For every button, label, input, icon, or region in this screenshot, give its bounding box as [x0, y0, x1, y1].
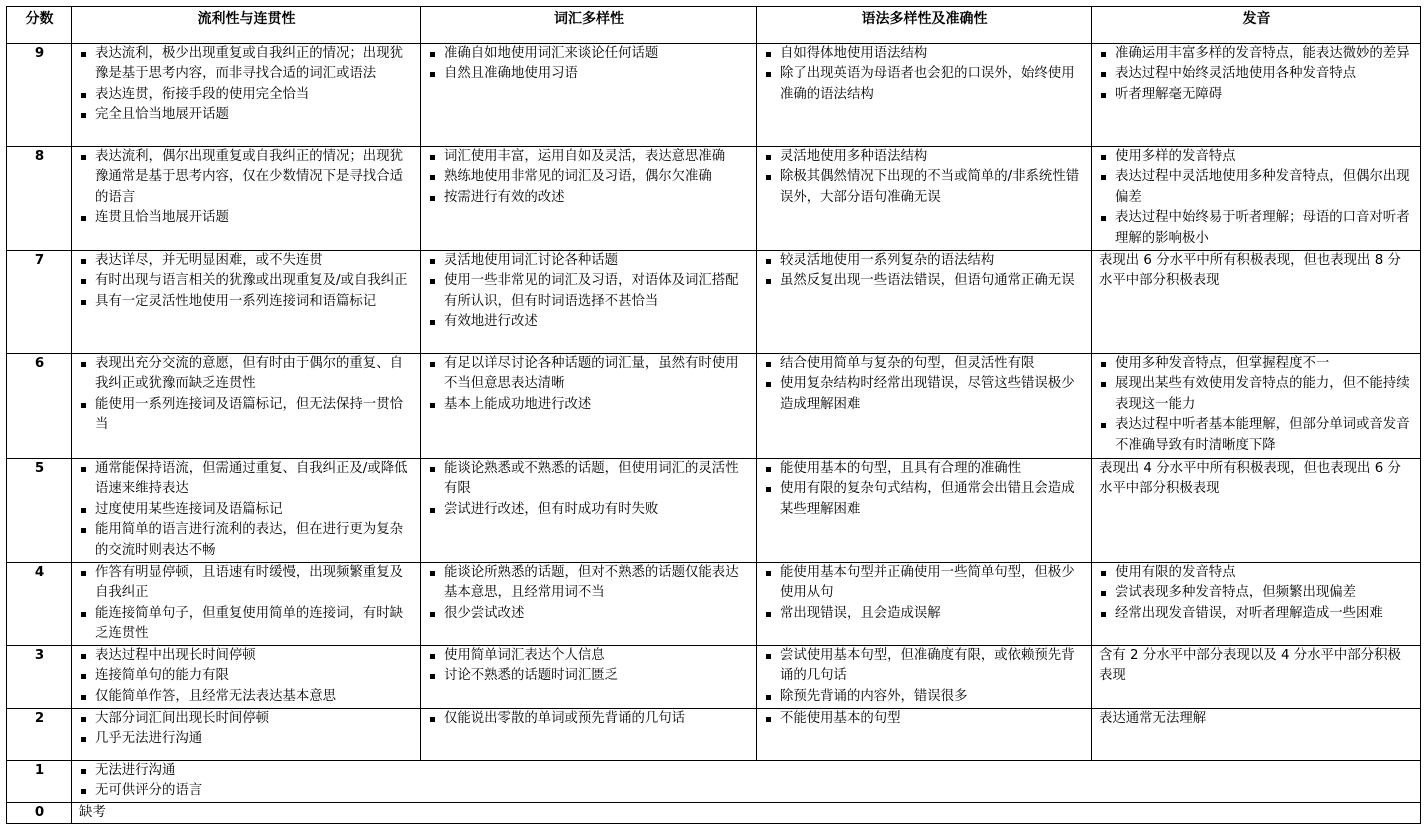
band-row [7, 251, 1421, 354]
pronunciation-item: 经常出现发音错误，对听者理解造成一些困难 [1099, 604, 1414, 624]
pronunciation-cell [1092, 709, 1421, 761]
vocabulary-item: 能谈论所熟悉的话题，但对不熟悉的话题仅能表达基本意思，且经常用词不当 [428, 563, 750, 604]
vocabulary-list [428, 147, 750, 208]
header-score: 分数 [7, 7, 72, 44]
fluency-cell [72, 354, 421, 459]
fluency-item: 连接简单句的能力有限 [79, 666, 414, 686]
fluency-cell [72, 459, 421, 563]
grammar-list [764, 251, 1085, 292]
pronunciation-item: 尝试表现多种发音特点，但频繁出现偏差 [1099, 583, 1414, 603]
fluency-cell [72, 563, 421, 646]
vocabulary-item: 灵活地使用词汇讨论各种话题 [428, 251, 750, 271]
grammar-item: 使用复杂结构时经常出现错误，尽管这些错误极少造成理解困难 [764, 374, 1085, 415]
grammar-item: 较灵活地使用一系列复杂的语法结构 [764, 251, 1085, 271]
pronunciation-item: 展现出某些有效使用发音特点的能力，但不能持续表现这一能力 [1099, 374, 1414, 415]
fluency-item: 能连接简单句子，但重复使用简单的连接词，有时缺乏连贯性 [79, 604, 414, 645]
fluency-item: 表达连贯，衔接手段的使用完全恰当 [79, 85, 414, 105]
band-score: 1 [7, 761, 72, 803]
grammar-item: 除了出现英语为母语者也会犯的口误外，始终使用准确的语法结构 [764, 64, 1085, 105]
pronunciation-list [1099, 354, 1414, 456]
fluency-item: 大部分词汇间出现长时间停顿 [79, 709, 414, 729]
vocabulary-list [428, 709, 750, 729]
pronunciation-cell [1092, 563, 1421, 646]
fluency-item: 连贯且恰当地展开话题 [79, 208, 414, 228]
vocabulary-item: 有效地进行改述 [428, 312, 750, 332]
fluency-list [79, 44, 414, 126]
vocabulary-cell [421, 44, 757, 147]
grammar-cell [757, 251, 1092, 354]
vocabulary-item: 仅能说出零散的单词或预先背诵的几句话 [428, 709, 750, 729]
fluency-list [79, 563, 414, 645]
pronunciation-text: 含有 2 分水平中部分表现以及 4 分水平中部分积极表现 [1099, 648, 1401, 684]
grammar-list [764, 459, 1085, 520]
fluency-cell [72, 44, 421, 147]
band-row [7, 709, 1421, 761]
vocabulary-item: 词汇使用丰富，运用自如及灵活，表达意思准确 [428, 147, 750, 167]
fluency-item: 表达详尽，并无明显困难，或不失连贯 [79, 251, 414, 271]
grammar-list [764, 709, 1085, 729]
fluency-cell [72, 709, 421, 761]
fluency-item: 仅能简单作答，且经常无法表达基本意思 [79, 687, 414, 707]
grammar-cell [757, 563, 1092, 646]
fluency-list [79, 147, 414, 229]
fluency-list [79, 646, 414, 707]
grammar-cell [757, 44, 1092, 147]
grammar-item: 使用有限的复杂句式结构，但通常会出错且会造成某些理解困难 [764, 479, 1085, 520]
pronunciation-text: 表现出 4 分水平中所有积极表现，但也表现出 6 分水平中部分积极表现 [1099, 461, 1401, 497]
header-grammar: 语法多样性及准确性 [757, 7, 1092, 44]
pronunciation-list [1099, 563, 1414, 624]
header-lexical-resource: 词汇多样性 [421, 7, 757, 44]
grammar-list [764, 147, 1085, 208]
grammar-item: 不能使用基本的句型 [764, 709, 1085, 729]
vocabulary-cell [421, 251, 757, 354]
vocabulary-item: 使用简单词汇表达个人信息 [428, 646, 750, 666]
grammar-list [764, 44, 1085, 105]
vocabulary-cell [421, 646, 757, 709]
grammar-item: 常出现错误，且会造成误解 [764, 604, 1085, 624]
vocabulary-list [428, 354, 750, 415]
vocabulary-cell [421, 354, 757, 459]
grammar-cell [757, 147, 1092, 251]
fluency-cell [72, 646, 421, 709]
pronunciation-list [1099, 44, 1414, 105]
fluency-item: 作答有明显停顿，且语速有时缓慢，出现频繁重复及自我纠正 [79, 563, 414, 604]
fluency-item: 过度使用某些连接词及语篇标记 [79, 500, 414, 520]
pronunciation-cell [1092, 459, 1421, 563]
band-row [7, 459, 1421, 563]
ielts-speaking-band-descriptors-table [6, 6, 1421, 824]
grammar-list [764, 354, 1085, 415]
pronunciation-item: 表达过程中听者基本能理解，但部分单词或音发音不准确导致有时清晰度下降 [1099, 415, 1414, 456]
vocabulary-item: 自然且准确地使用习语 [428, 64, 750, 84]
pronunciation-item: 表达过程中始终易于听者理解；母语的口音对听者理解的影响极小 [1099, 208, 1414, 249]
fluency-item: 能使用一系列连接词及语篇标记，但无法保持一贯恰当 [79, 395, 414, 436]
grammar-item: 能使用基本的句型，且具有合理的准确性 [764, 459, 1085, 479]
header-row [7, 7, 1421, 44]
grammar-cell [757, 354, 1092, 459]
fluency-list [79, 459, 414, 561]
fluency-list [79, 251, 414, 312]
grammar-item: 灵活地使用多种语法结构 [764, 147, 1085, 167]
vocabulary-cell [421, 563, 757, 646]
grammar-list [764, 646, 1085, 707]
band-row [7, 646, 1421, 709]
band-1-item: 无可供评分的语言 [79, 781, 1414, 801]
pronunciation-cell [1092, 251, 1421, 354]
vocabulary-item: 基本上能成功地进行改述 [428, 395, 750, 415]
grammar-item: 除极其偶然情况下出现的不当或简单的/非系统性错误外，大部分语句准确无误 [764, 167, 1085, 208]
pronunciation-cell [1092, 354, 1421, 459]
fluency-item: 有时出现与语言相关的犹豫或出现重复及/或自我纠正 [79, 271, 414, 291]
vocabulary-list [428, 563, 750, 624]
pronunciation-cell [1092, 646, 1421, 709]
vocabulary-item: 能谈论熟悉或不熟悉的话题，但使用词汇的灵活性有限 [428, 459, 750, 500]
band-score: 0 [7, 803, 72, 824]
grammar-item: 尝试使用基本句型，但准确度有限，或依赖预先背诵的几句话 [764, 646, 1085, 687]
fluency-item: 表达流利，偶尔出现重复或自我纠正的情况；出现犹豫通常是基于思考内容，仅在少数情况下是寻找合适的语言 [79, 147, 414, 208]
band-score: 2 [7, 709, 72, 761]
band-score: 7 [7, 251, 72, 354]
fluency-item: 表达过程中出现长时间停顿 [79, 646, 414, 666]
vocabulary-cell [421, 709, 757, 761]
fluency-item: 表现出充分交流的意愿，但有时由于偶尔的重复、自我纠正或犹豫而缺乏连贯性 [79, 354, 414, 395]
vocabulary-item: 有足以详尽讨论各种话题的词汇量，虽然有时使用不当但意思表达清晰 [428, 354, 750, 395]
pronunciation-list [1099, 147, 1414, 249]
fluency-cell [72, 251, 421, 354]
pronunciation-item: 表达过程中始终灵活地使用各种发音特点 [1099, 64, 1414, 84]
pronunciation-text: 表现出 6 分水平中所有积极表现，但也表现出 8 分水平中部分积极表现 [1099, 253, 1401, 289]
vocabulary-item: 尝试进行改述，但有时成功有时失败 [428, 500, 750, 520]
fluency-list [79, 354, 414, 436]
vocabulary-item: 讨论不熟悉的话题时词汇匮乏 [428, 666, 750, 686]
band-0-description: 缺考 [72, 803, 1421, 824]
grammar-cell [757, 459, 1092, 563]
band-1-list [79, 761, 1414, 802]
grammar-item: 能使用基本句型并正确使用一些简单句型，但极少使用从句 [764, 563, 1085, 604]
band-score: 3 [7, 646, 72, 709]
grammar-item: 除预先背诵的内容外，错误很多 [764, 687, 1085, 707]
band-row [7, 563, 1421, 646]
vocabulary-item: 按需进行有效的改述 [428, 188, 750, 208]
band-row [7, 147, 1421, 251]
fluency-item: 具有一定灵活性地使用一系列连接词和语篇标记 [79, 292, 414, 312]
vocabulary-list [428, 44, 750, 85]
pronunciation-item: 听者理解毫无障碍 [1099, 85, 1414, 105]
band-1-item: 无法进行沟通 [79, 761, 1414, 781]
band-score: 9 [7, 44, 72, 147]
band-row [7, 354, 1421, 459]
pronunciation-item: 准确运用丰富多样的发音特点，能表达微妙的差异 [1099, 44, 1414, 64]
fluency-cell [72, 147, 421, 251]
vocabulary-list [428, 251, 750, 333]
fluency-item: 表达流利，极少出现重复或自我纠正的情况；出现犹豫是基于思考内容，而非寻找合适的词汇或语法 [79, 44, 414, 85]
vocabulary-list [428, 646, 750, 687]
vocabulary-list [428, 459, 750, 520]
fluency-list [79, 709, 414, 750]
vocabulary-item: 熟练地使用非常见的词汇及习语，偶尔欠准确 [428, 167, 750, 187]
vocabulary-item: 准确自如地使用词汇来谈论任何话题 [428, 44, 750, 64]
grammar-list [764, 563, 1085, 624]
band-row [7, 44, 1421, 147]
vocabulary-item: 很少尝试改述 [428, 604, 750, 624]
fluency-item: 几乎无法进行沟通 [79, 729, 414, 749]
pronunciation-text: 表达通常无法理解 [1099, 711, 1207, 726]
band-row [7, 803, 1421, 824]
band-1-description [72, 761, 1421, 803]
band-score: 4 [7, 563, 72, 646]
grammar-cell [757, 709, 1092, 761]
band-score: 5 [7, 459, 72, 563]
vocabulary-cell [421, 459, 757, 563]
band-row [7, 761, 1421, 803]
pronunciation-item: 表达过程中灵活地使用多种发音特点，但偶尔出现偏差 [1099, 167, 1414, 208]
grammar-cell [757, 646, 1092, 709]
vocabulary-item: 使用一些非常见的词汇及习语，对语体及词汇搭配有所认识，但有时词语选择不甚恰当 [428, 271, 750, 312]
header-fluency-coherence: 流利性与连贯性 [72, 7, 421, 44]
pronunciation-cell [1092, 44, 1421, 147]
fluency-item: 通常能保持语流，但需通过重复、自我纠正及/或降低语速来维持表达 [79, 459, 414, 500]
fluency-item: 完全且恰当地展开话题 [79, 105, 414, 125]
band-score: 8 [7, 147, 72, 251]
pronunciation-item: 使用有限的发音特点 [1099, 563, 1414, 583]
band-score: 6 [7, 354, 72, 459]
header-pronunciation: 发音 [1092, 7, 1421, 44]
grammar-item: 自如得体地使用语法结构 [764, 44, 1085, 64]
fluency-item: 能用简单的语言进行流利的表达，但在进行更为复杂的交流时则表达不畅 [79, 520, 414, 561]
grammar-item: 结合使用简单与复杂的句型，但灵活性有限 [764, 354, 1085, 374]
grammar-item: 虽然反复出现一些语法错误，但语句通常正确无误 [764, 271, 1085, 291]
pronunciation-item: 使用多样的发音特点 [1099, 147, 1414, 167]
vocabulary-cell [421, 147, 757, 251]
pronunciation-item: 使用多种发音特点，但掌握程度不一 [1099, 354, 1414, 374]
pronunciation-cell [1092, 147, 1421, 251]
